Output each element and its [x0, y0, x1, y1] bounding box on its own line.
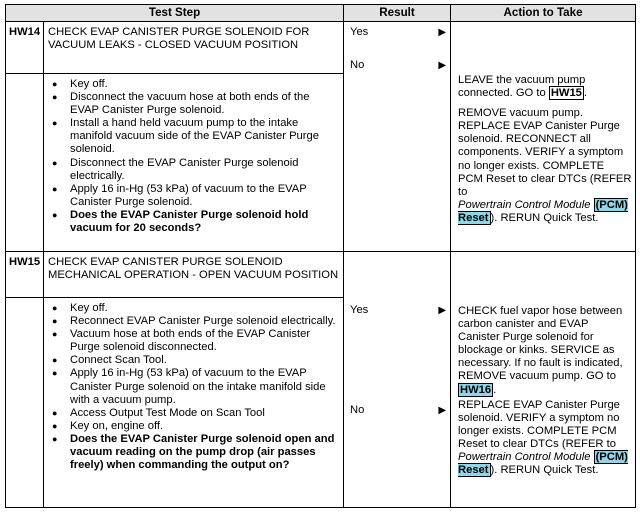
step-id-spacer [6, 74, 44, 252]
yes-action: CHECK fuel vapor hose between carbon canister and EVAP Canister Purge solenoid for blockage or kinks. SERVICE as necessary. If no fault is indicated, REMOVE vacuum pump. GO to HW16 . [458, 305, 623, 396]
step-id: HW14 [6, 22, 44, 74]
table-header-row [6, 5, 636, 22]
list-item: ● Reconnect EVAP Canister Purge solenoid electrically. [50, 315, 341, 328]
arrow-right-icon: ▶ [438, 305, 447, 316]
pinpoint-test-table [5, 4, 636, 508]
list-item: ● Disconnect the vacuum hose at both ends of the EVAP Canister Purge solenoid. [50, 91, 341, 117]
link-pcm-reset[interactable]: (PCM) Reset [458, 451, 628, 477]
list-item: ● Install a hand held vacuum pump to the intake manifold vacuum side of the EVAP Canister Purge solenoid. [50, 117, 341, 156]
result-header: Result [344, 5, 451, 22]
step-title-row [6, 252, 636, 298]
yes-action: LEAVE the vacuum pump connected. GO to HW15 . [458, 74, 588, 100]
result-cell [344, 22, 451, 252]
test-step-header: Test Step [6, 5, 344, 22]
result-no: No [350, 59, 365, 71]
list-item: ● Vacuum hose at both ends of the EVAP Canister Purge solenoid disconnected. [50, 328, 341, 354]
step-title-row [6, 22, 636, 74]
step-id: HW15 [6, 252, 44, 298]
no-action: REPLACE EVAP Canister Purge solenoid. VERIFY a symptom no longer exists. COMPLETE PCM Reset to clear DTCs (REFER to Powertrain Control Module (PCM) Reset ). RERUN Quick Test. [458, 398, 628, 477]
step-title: CHECK EVAP CANISTER PURGE SOLENOID FOR VACUUM LEAKS - CLOSED VACUUM POSITION [44, 22, 344, 74]
result-no-row [350, 59, 448, 72]
link-hw15[interactable]: HW15 [550, 87, 582, 100]
action-header: Action to Take [451, 5, 636, 22]
step-instructions [44, 74, 344, 252]
list-item: ● Key off. [50, 302, 341, 315]
result-no-row [350, 404, 448, 417]
arrow-right-icon: ▶ [438, 60, 447, 71]
step-instructions [44, 298, 344, 508]
result-yes-row [350, 304, 448, 317]
result-yes: Yes [350, 26, 369, 38]
list-item: ● Apply 16 in-Hg (53 kPa) of vacuum to the EVAP Canister Purge solenoid. [50, 183, 341, 209]
list-item: ● Access Output Test Mode on Scan Tool [50, 407, 341, 420]
link-pcm-reset[interactable]: (PCM) Reset [458, 198, 628, 224]
list-item-question: ● Does the EVAP Canister Purge solenoid open and vacuum reading on the pump drop (air passes freely) when commanding the output on? [50, 433, 341, 472]
list-item: ● Disconnect the EVAP Canister Purge solenoid electrically. [50, 157, 341, 183]
action-cell [451, 252, 636, 508]
step-title: CHECK EVAP CANISTER PURGE SOLENOID MECHANICAL OPERATION - OPEN VACUUM POSITION [44, 252, 344, 298]
result-yes-row [350, 26, 448, 39]
arrow-right-icon: ▶ [438, 405, 447, 416]
result-no: No [350, 404, 365, 416]
list-item: ● Key off. [50, 78, 341, 91]
list-item-question: ● Does the EVAP Canister Purge solenoid hold vacuum for 20 seconds? [50, 209, 341, 235]
list-item: ● Apply 16 in-Hg (53 kPa) of vacuum to the EVAP Canister Purge solenoid on the intake manifold side with a vacuum pump. [50, 367, 341, 406]
link-hw16[interactable]: HW16 [460, 383, 492, 396]
action-cell [451, 22, 636, 252]
list-item: ● Key on, engine off. [50, 420, 341, 433]
result-cell [344, 252, 451, 508]
arrow-right-icon: ▶ [438, 27, 447, 38]
no-action: REMOVE vacuum pump. REPLACE EVAP Canister Purge solenoid. RECONNECT all components. VERIFY a symptom no longer exists. COMPLETE PCM Reset to clear DTCs (REFER to Powertrain Control Module (PCM) Reset ). RERUN Quick Test. [458, 107, 632, 224]
result-yes: Yes [350, 304, 369, 316]
list-item: ● Connect Scan Tool. [50, 354, 341, 367]
step-id-spacer [6, 298, 44, 508]
